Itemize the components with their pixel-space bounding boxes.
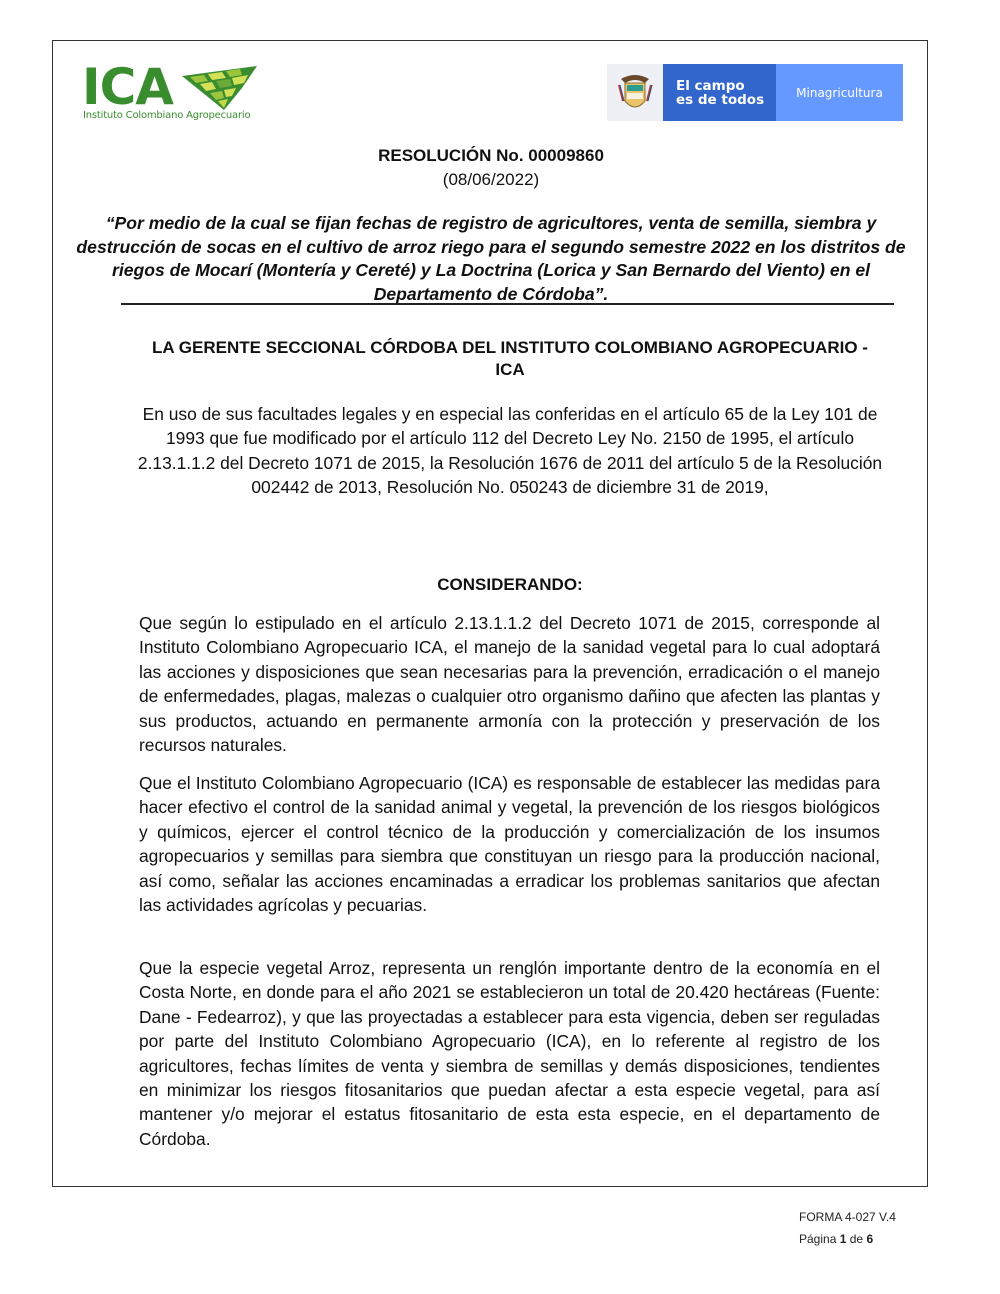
page-total: 6: [866, 1232, 874, 1246]
authority-heading: LA GERENTE SECCIONAL CÓRDOBA DEL INSTITUTO COLOMBIANO AGROPECUARIO - ICA: [152, 338, 868, 379]
resolution-title: RESOLUCIÓN No. 00009860: [378, 146, 604, 165]
page-number: [799, 1232, 873, 1246]
resolution-date: (08/06/2022): [442, 170, 540, 189]
form-code: FORMA 4-027 V.4: [799, 1210, 896, 1224]
slogan-line-2: es de todos: [676, 91, 765, 108]
page-label: Página: [799, 1232, 837, 1246]
page-current: 1: [839, 1232, 847, 1246]
ministry-name: Minagricultura: [776, 64, 903, 121]
colombia-coat-of-arms-icon: [607, 64, 663, 121]
considerando-paragraph: Que la especie vegetal Arroz, representa un renglón importante dentro de la economía en el Costa Norte, en donde para el año 2021 se establecieron un total de 20.420 hectáreas (Fuente: Dane - Fedearroz), y que las proyectadas a establecer para esta vigencia, deben ser reguladas por parte del Instituto Colombiano Agropecuario (ICA), en lo referente al registro de los agricultores, fechas límites de venta y siembra de semillas y demás disposiciones, tendientes en minimizar los riesgos fitosanitarios que puedan afectar a esta especie vegetal, para así mantener y/o mejorar el estatus fitosanitario de esta esta especie, en el departamento de Córdoba.: [139, 958, 880, 1149]
considerando-heading: CONSIDERANDO:: [437, 575, 583, 594]
authority-powers-text: En uso de sus facultades legales y en especial las conferidas en el artículo 65 de la Ley 101 de 1993 que fue modificado por el artículo 112 del Decreto Ley No. 2150 de 1995, el artículo 2.13.1.1.2 del Decreto 1071 de 2015, la Resolución 1676 de 2011 del artículo 5 de la Resolución 002442 de 2013, Resolución No. 050243 de diciembre 31 de 2019,: [137, 404, 883, 497]
ica-logo: [82, 58, 262, 126]
subject-underline-divider: [121, 303, 894, 305]
resolution-subject: “Por medio de la cual se fijan fechas de registro de agricultores, venta de semilla, siembra y destrucción de socas en el cultivo de arroz riego para el segundo semestre 2022 en los distritos de riegos de Mocarí (Montería y Cereté) y La Doctrina (Lorica y San Bernardo del Viento) en el Departamento de Córdoba”.: [76, 213, 906, 304]
government-banner: [607, 64, 903, 121]
ica-logo-subtitle: Instituto Colombiano Agropecuario: [83, 110, 251, 121]
page-of: de: [849, 1232, 864, 1246]
ica-field-emblem-icon: [182, 66, 257, 110]
considerando-paragraph: Que el Instituto Colombiano Agropecuario (ICA) es responsable de establecer las medidas para hacer efectivo el control de la sanidad animal y vegetal, la prevención de los riesgos biológicos y químicos, ejercer el control técnico de la producción y comercialización de los insumos agropecuarios y semillas para siembra que constituyan un riesgo para la producción nacional, así como, señalar las acciones encaminadas a erradicar los problemas sanitarios que afectan las actividades agrícolas y pecuarias.: [139, 773, 880, 916]
el-campo-es-de-todos-slogan: [663, 64, 776, 121]
considerando-paragraph: Que según lo estipulado en el artículo 2.13.1.1.2 del Decreto 1071 de 2015, corresponde al Instituto Colombiano Agropecuario ICA, el manejo de la sanidad vegetal para lo cual adoptará las acciones y disposiciones que sean necesarias para la prevención, erradicación o el manejo de enfermedades, plagas, malezas o cualquier otro organismo dañino que afecten las plantas y sus productos, actuando en permanente armonía con la protección y preservación de los recursos naturales.: [139, 613, 880, 756]
ica-logo-letters: ICA: [82, 58, 173, 116]
slogan-line-1: El campo: [676, 77, 745, 94]
